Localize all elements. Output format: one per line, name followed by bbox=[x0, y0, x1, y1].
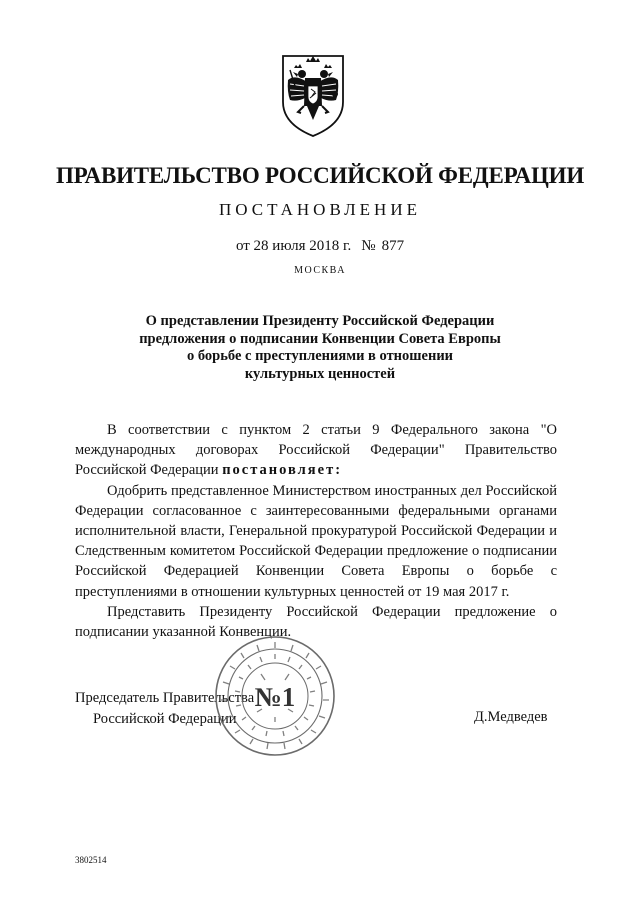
subject-line: о борьбе с преступлениями в отношении bbox=[186, 348, 454, 365]
document-type: ПОСТАНОВЛЕНИЕ bbox=[218, 200, 421, 219]
signatory-name: Д.Медведев bbox=[474, 709, 548, 725]
subject-line: культурных ценностей bbox=[244, 365, 396, 382]
official-seal-stamp-icon bbox=[213, 634, 337, 758]
government-title: ПРАВИТЕЛЬСТВО РОССИЙСКОЙ ФЕДЕРАЦИИ bbox=[55, 163, 585, 188]
document-code: 3802514 bbox=[75, 855, 107, 865]
body-paragraph: Представить Президенту Российской Федерации предложение о подписании указанной Конвенции. bbox=[75, 603, 557, 641]
subject-line: предложения о подписании Конвенции Совета Европы bbox=[139, 330, 501, 347]
city-name: МОСКВА bbox=[294, 265, 346, 276]
seal-number: №1 bbox=[254, 682, 296, 712]
body-paragraph bbox=[75, 420, 557, 481]
number-sign: № bbox=[361, 238, 376, 254]
document-subject bbox=[80, 313, 560, 383]
signatory-title-line: Председатель Правительства bbox=[75, 690, 255, 706]
signatory-title-line: Российской Федерации bbox=[93, 711, 237, 727]
document-number: 877 bbox=[381, 238, 405, 254]
date-number-line bbox=[0, 238, 640, 255]
russian-coat-of-arms-icon bbox=[277, 52, 349, 138]
document-date: от 28 июля 2018 г. bbox=[235, 238, 352, 254]
body-paragraph: Одобрить представленное Министерством иностранных дел Российской Федерации согласованное с заинтересованными федеральными органами исполнительной власти, Генеральной прокуратурой Российской Федерации и Следственным комитетом Российской Федерации предложение о подписании Российской Федерацией Конвенции Совета Европы о борьбе с преступлениями в отношении культурных ценностей от 19 мая 2017 г. bbox=[75, 482, 557, 600]
decree-word: постановляет: bbox=[222, 462, 343, 479]
subject-line: О представлении Президенту Российской Федерации bbox=[145, 313, 495, 329]
paragraph-text: В соответствии с пунктом 2 статьи 9 Федерального закона "О международных договорах Российской Федерации" Правительство Российской Федерации bbox=[75, 422, 557, 479]
document-body bbox=[75, 420, 557, 642]
